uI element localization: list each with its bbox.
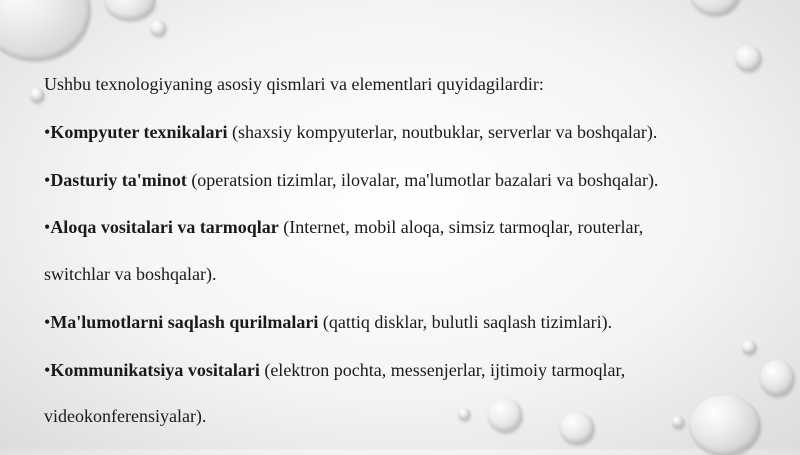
intro-text: Ushbu texnologiyaning asosiy qismlari va elementlari quyidagilardir: — [44, 74, 544, 94]
water-drop-decoration — [760, 360, 794, 396]
water-drop-decoration — [672, 416, 684, 428]
bullet-item — [44, 122, 657, 143]
water-drop-decoration — [690, 0, 740, 15]
water-drop-decoration — [30, 88, 44, 102]
bullet-item — [44, 312, 612, 333]
bullet-term: Aloqa vositalari va tarmoqlar — [50, 217, 279, 237]
bullet-term: Dasturiy ta'minot — [50, 170, 187, 190]
water-drop-decoration — [0, 0, 90, 60]
bullet-item — [44, 170, 658, 191]
bullet-marker: • — [44, 217, 51, 237]
bullet-continuation: switchlar va boshqalar). — [44, 264, 217, 284]
water-drop-decoration — [105, 0, 155, 20]
bullet-term: Kommunikatsiya vositalari — [50, 360, 260, 380]
water-drop-decoration — [150, 20, 166, 36]
water-drop-decoration — [742, 340, 756, 354]
bullet-detail: (shaxsiy kompyuterlar, noutbuklar, serverlar va boshqalar). — [227, 122, 658, 142]
bullet-detail: (operatsion tizimlar, ilovalar, ma'lumotlar bazalari va boshqalar). — [186, 170, 659, 190]
bullet-marker: • — [44, 170, 51, 190]
bullet-continuation: videokonferensiyalar). — [44, 406, 207, 426]
water-drop-decoration — [560, 412, 594, 444]
water-drop-decoration — [735, 45, 761, 71]
water-drop-decoration — [690, 395, 760, 455]
water-drop-decoration — [458, 408, 470, 420]
bullet-term: Kompyuter texnikalari — [50, 122, 228, 142]
bullet-marker: • — [44, 122, 51, 142]
bullet-item — [44, 360, 625, 381]
bullet-item — [44, 217, 643, 238]
bullet-detail: (elektron pochta, messenjerlar, ijtimoiy tarmoqlar, — [259, 360, 626, 380]
bullet-detail: (Internet, mobil aloqa, simsiz tarmoqlar, routerlar, — [278, 217, 644, 237]
bullet-detail: (qattiq disklar, bulutli saqlash tizimlari). — [318, 312, 613, 332]
bullet-marker: • — [44, 360, 51, 380]
bullet-term: Ma'lumotlarni saqlash qurilmalari — [50, 312, 319, 332]
water-drop-decoration — [488, 398, 522, 432]
bullet-marker: • — [44, 312, 51, 332]
